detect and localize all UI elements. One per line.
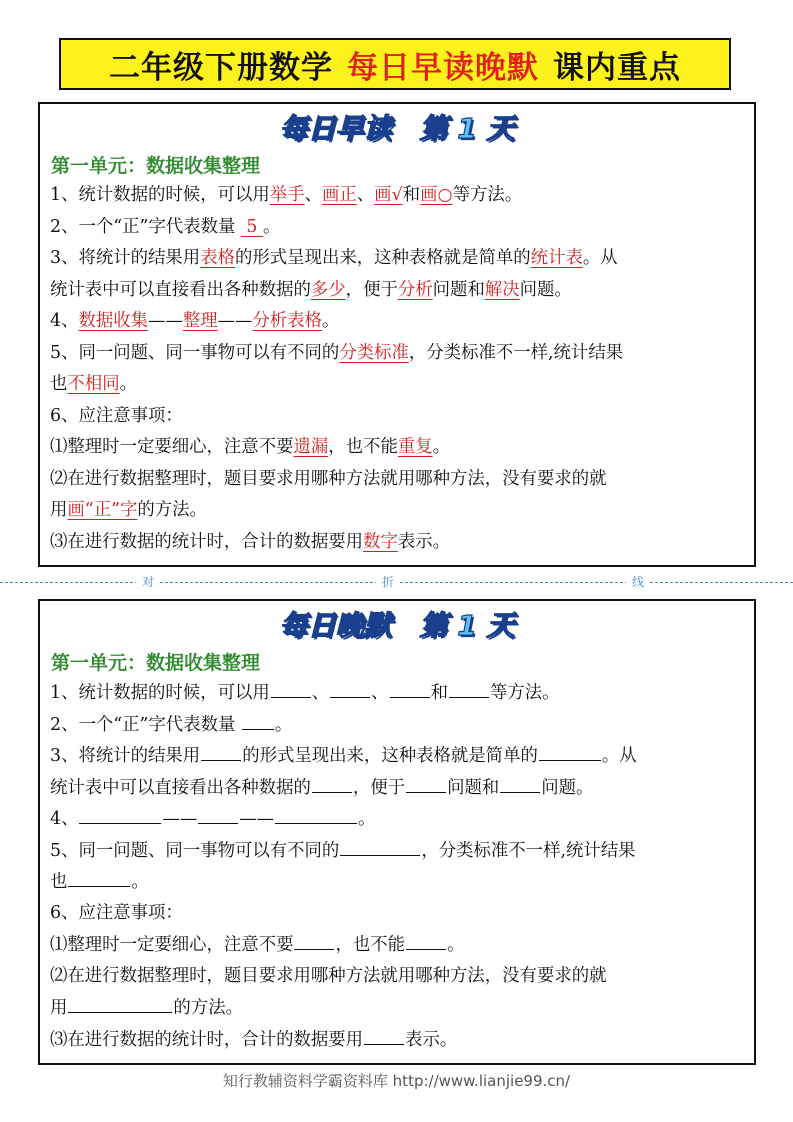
morning-reading-title xyxy=(40,107,754,151)
answer-blank[interactable] xyxy=(68,866,130,887)
line-text: 。 xyxy=(432,437,451,457)
page-banner xyxy=(59,38,731,90)
answer-text: 画正 xyxy=(321,185,357,205)
answer-text: 画○ xyxy=(420,185,453,205)
line-text: 6、应注意事项： xyxy=(50,902,183,923)
line-text: ，分类标准不一样,统计结果 xyxy=(408,342,624,363)
line-text: ⑶在进行数据的统计时，合计的数据要用 xyxy=(50,1029,364,1050)
line-text: 的方法。 xyxy=(137,500,207,520)
answer-text: 分析 xyxy=(397,279,433,300)
reading-line-2 xyxy=(50,212,750,244)
line-text: 表示。 xyxy=(405,1029,458,1050)
line-text: 。 xyxy=(263,216,281,237)
answer-text: 画“正”字 xyxy=(67,500,138,520)
unit-heading: 第一单元：数据收集整理 xyxy=(51,155,261,177)
line-text: 问题和 xyxy=(447,777,500,798)
answer-text: 分类标准 xyxy=(339,342,409,363)
answer-blank[interactable] xyxy=(201,740,241,761)
line-text: 。从 xyxy=(601,746,637,766)
unit-heading: 第一单元：数据收集整理 xyxy=(51,652,261,674)
reading-line-7 xyxy=(50,369,750,401)
dictation-line-9 xyxy=(50,929,750,961)
answer-blank[interactable] xyxy=(330,677,370,698)
line-text: 。 xyxy=(274,714,293,735)
line-text: ⑵在进行数据整理时，题目要求用哪种方法就用哪种方法，没有要求的就 xyxy=(50,965,607,986)
line-text: 5、同一问题、同一事物可以有不同的 xyxy=(50,840,340,861)
line-text: 统计表中可以直接看出各种数据的 xyxy=(50,777,311,798)
answer-text: 重复 xyxy=(397,437,433,457)
answer-text: 遗漏 xyxy=(293,437,329,457)
line-text: —— xyxy=(162,809,198,829)
answer-text: 分析表格 xyxy=(252,311,322,331)
line-text: 5、同一问题、同一事物可以有不同的 xyxy=(50,342,340,363)
answer-blank[interactable] xyxy=(406,929,446,950)
answer-text: 画√ xyxy=(374,185,403,205)
answer-blank[interactable] xyxy=(275,803,357,824)
line-text: 的形式呈现出来，这种表格就是简单的 xyxy=(235,248,531,268)
footer-source: 知行教辅资料学霸资料库 http://www.lianjie99.cn/ xyxy=(222,1072,571,1090)
line-text: —— xyxy=(148,311,183,331)
answer-blank[interactable] xyxy=(242,709,274,730)
line-text: 2、一个“正”字代表数量 xyxy=(50,714,236,735)
line-text: ⑶在进行数据的统计时，合计的数据要用 xyxy=(50,531,364,552)
line-text: 的形式呈现出来，这种表格就是简单的 xyxy=(242,746,538,766)
line-text: 、 xyxy=(371,683,389,703)
dictation-line-4 xyxy=(50,772,750,804)
line-text: 。从 xyxy=(582,248,618,268)
line-text: 4、 xyxy=(50,311,79,331)
line-text: ，分类标准不一样,统计结果 xyxy=(421,840,636,861)
answer-text: 整理 xyxy=(182,311,218,331)
banner-grade: 二年级下册数学 xyxy=(109,49,333,86)
fold-label: 线 xyxy=(626,574,650,590)
line-text: 问题。 xyxy=(519,279,572,300)
line-text: 1、统计数据的时候，可以用 xyxy=(50,185,270,205)
answer-text: 表格 xyxy=(200,248,235,268)
answer-blank[interactable] xyxy=(364,1024,404,1045)
day-text: 第 1 天 xyxy=(419,112,515,145)
answer-blank[interactable] xyxy=(449,677,489,698)
line-text: 3、将统计的结果用 xyxy=(50,746,201,766)
reading-line-8 xyxy=(50,401,750,433)
line-text: ，便于 xyxy=(345,279,398,300)
line-text: 问题。 xyxy=(541,777,594,798)
title-text: 每日晚默 xyxy=(279,609,392,642)
reading-content xyxy=(50,180,750,558)
dictation-line-11 xyxy=(50,992,750,1024)
line-text: ⑴整理时一定要细心，注意不要 xyxy=(50,437,294,457)
line-text: 、 xyxy=(356,185,375,205)
line-text: 、 xyxy=(311,683,330,703)
answer-text: 5 xyxy=(240,216,264,237)
answer-text: 举手 xyxy=(269,185,305,205)
line-text: 。 xyxy=(321,311,340,331)
line-text: 问题和 xyxy=(432,279,485,300)
dictation-line-12 xyxy=(50,1024,750,1056)
answer-blank[interactable] xyxy=(406,772,446,793)
line-text: —— xyxy=(239,809,275,829)
line-text: 。 xyxy=(358,809,376,829)
answer-text: 不相同 xyxy=(67,374,120,394)
line-text: 和 xyxy=(430,683,448,703)
line-text: 用 xyxy=(50,500,68,520)
answer-text: 多少 xyxy=(310,279,346,300)
line-text: 。 xyxy=(119,374,137,394)
reading-line-3 xyxy=(50,243,750,275)
answer-blank[interactable] xyxy=(198,803,238,824)
dictation-line-2 xyxy=(50,709,750,741)
answer-blank[interactable] xyxy=(340,835,420,856)
answer-blank[interactable] xyxy=(500,772,540,793)
answer-blank[interactable] xyxy=(312,772,352,793)
line-text: ，便于 xyxy=(352,777,406,798)
line-text: 1、统计数据的时候，可以用 xyxy=(50,683,270,703)
dictation-line-7 xyxy=(50,866,750,898)
line-text: 2、一个“正”字代表数量 xyxy=(50,216,236,237)
fold-label: 折 xyxy=(376,574,400,590)
answer-blank[interactable] xyxy=(271,677,311,698)
dictation-line-5 xyxy=(50,803,750,835)
dictation-content xyxy=(50,677,750,1055)
line-text: 和 xyxy=(402,185,421,205)
line-text: 也 xyxy=(50,872,68,892)
line-text: —— xyxy=(217,311,253,331)
reading-line-11 xyxy=(50,495,750,527)
reading-line-4 xyxy=(50,275,750,307)
line-text: 表示。 xyxy=(397,531,451,552)
answer-text: 统计表 xyxy=(530,248,583,268)
line-text: ⑵在进行数据整理时，题目要求用哪种方法就用哪种方法，没有要求的就 xyxy=(50,468,607,489)
evening-dictation-title xyxy=(40,604,754,648)
evening-dictation-panel xyxy=(38,599,756,1065)
line-text: 、 xyxy=(304,185,322,205)
day-text: 第 1 天 xyxy=(419,609,515,642)
dictation-line-8 xyxy=(50,898,750,930)
reading-line-5 xyxy=(50,306,750,338)
answer-blank[interactable] xyxy=(539,740,601,761)
line-text: 。 xyxy=(447,935,465,955)
dictation-line-1 xyxy=(50,677,750,709)
morning-reading-panel xyxy=(38,102,756,567)
line-text: 3、将统计的结果用 xyxy=(50,248,201,268)
line-text: ，也不能 xyxy=(328,437,398,457)
reading-line-9 xyxy=(50,432,750,464)
reading-line-6 xyxy=(50,338,750,370)
answer-text: 数据收集 xyxy=(78,311,149,331)
answer-blank[interactable] xyxy=(294,929,334,950)
dictation-line-3 xyxy=(50,740,750,772)
line-text: ，也不能 xyxy=(335,935,406,955)
dictation-line-6 xyxy=(50,835,750,867)
line-text: 6、应注意事项： xyxy=(50,405,183,426)
line-text: 4、 xyxy=(50,809,79,829)
line-text: 统计表中可以直接看出各种数据的 xyxy=(50,279,311,300)
banner-highlight: 每日早读晚默 xyxy=(347,49,539,86)
answer-blank[interactable] xyxy=(390,677,430,698)
reading-line-12 xyxy=(50,527,750,559)
line-text: ⑴整理时一定要细心，注意不要 xyxy=(50,935,294,955)
banner-topic: 课内重点 xyxy=(553,49,681,86)
line-text: 等方法。 xyxy=(489,683,560,703)
line-text: 。 xyxy=(131,872,149,892)
reading-line-10 xyxy=(50,464,750,496)
title-text: 每日早读 xyxy=(279,112,392,145)
reading-line-1 xyxy=(50,180,750,212)
dictation-line-10 xyxy=(50,961,750,993)
line-text: 也 xyxy=(50,374,68,394)
line-text: 等方法。 xyxy=(452,185,523,205)
answer-text: 数字 xyxy=(363,531,398,552)
line-text: 用 xyxy=(50,998,68,1018)
answer-text: 解决 xyxy=(484,279,520,300)
fold-label: 对 xyxy=(136,574,160,590)
fold-line xyxy=(0,574,793,590)
answer-blank[interactable] xyxy=(68,992,172,1013)
answer-blank[interactable] xyxy=(79,803,161,824)
line-text: 的方法。 xyxy=(173,998,243,1018)
